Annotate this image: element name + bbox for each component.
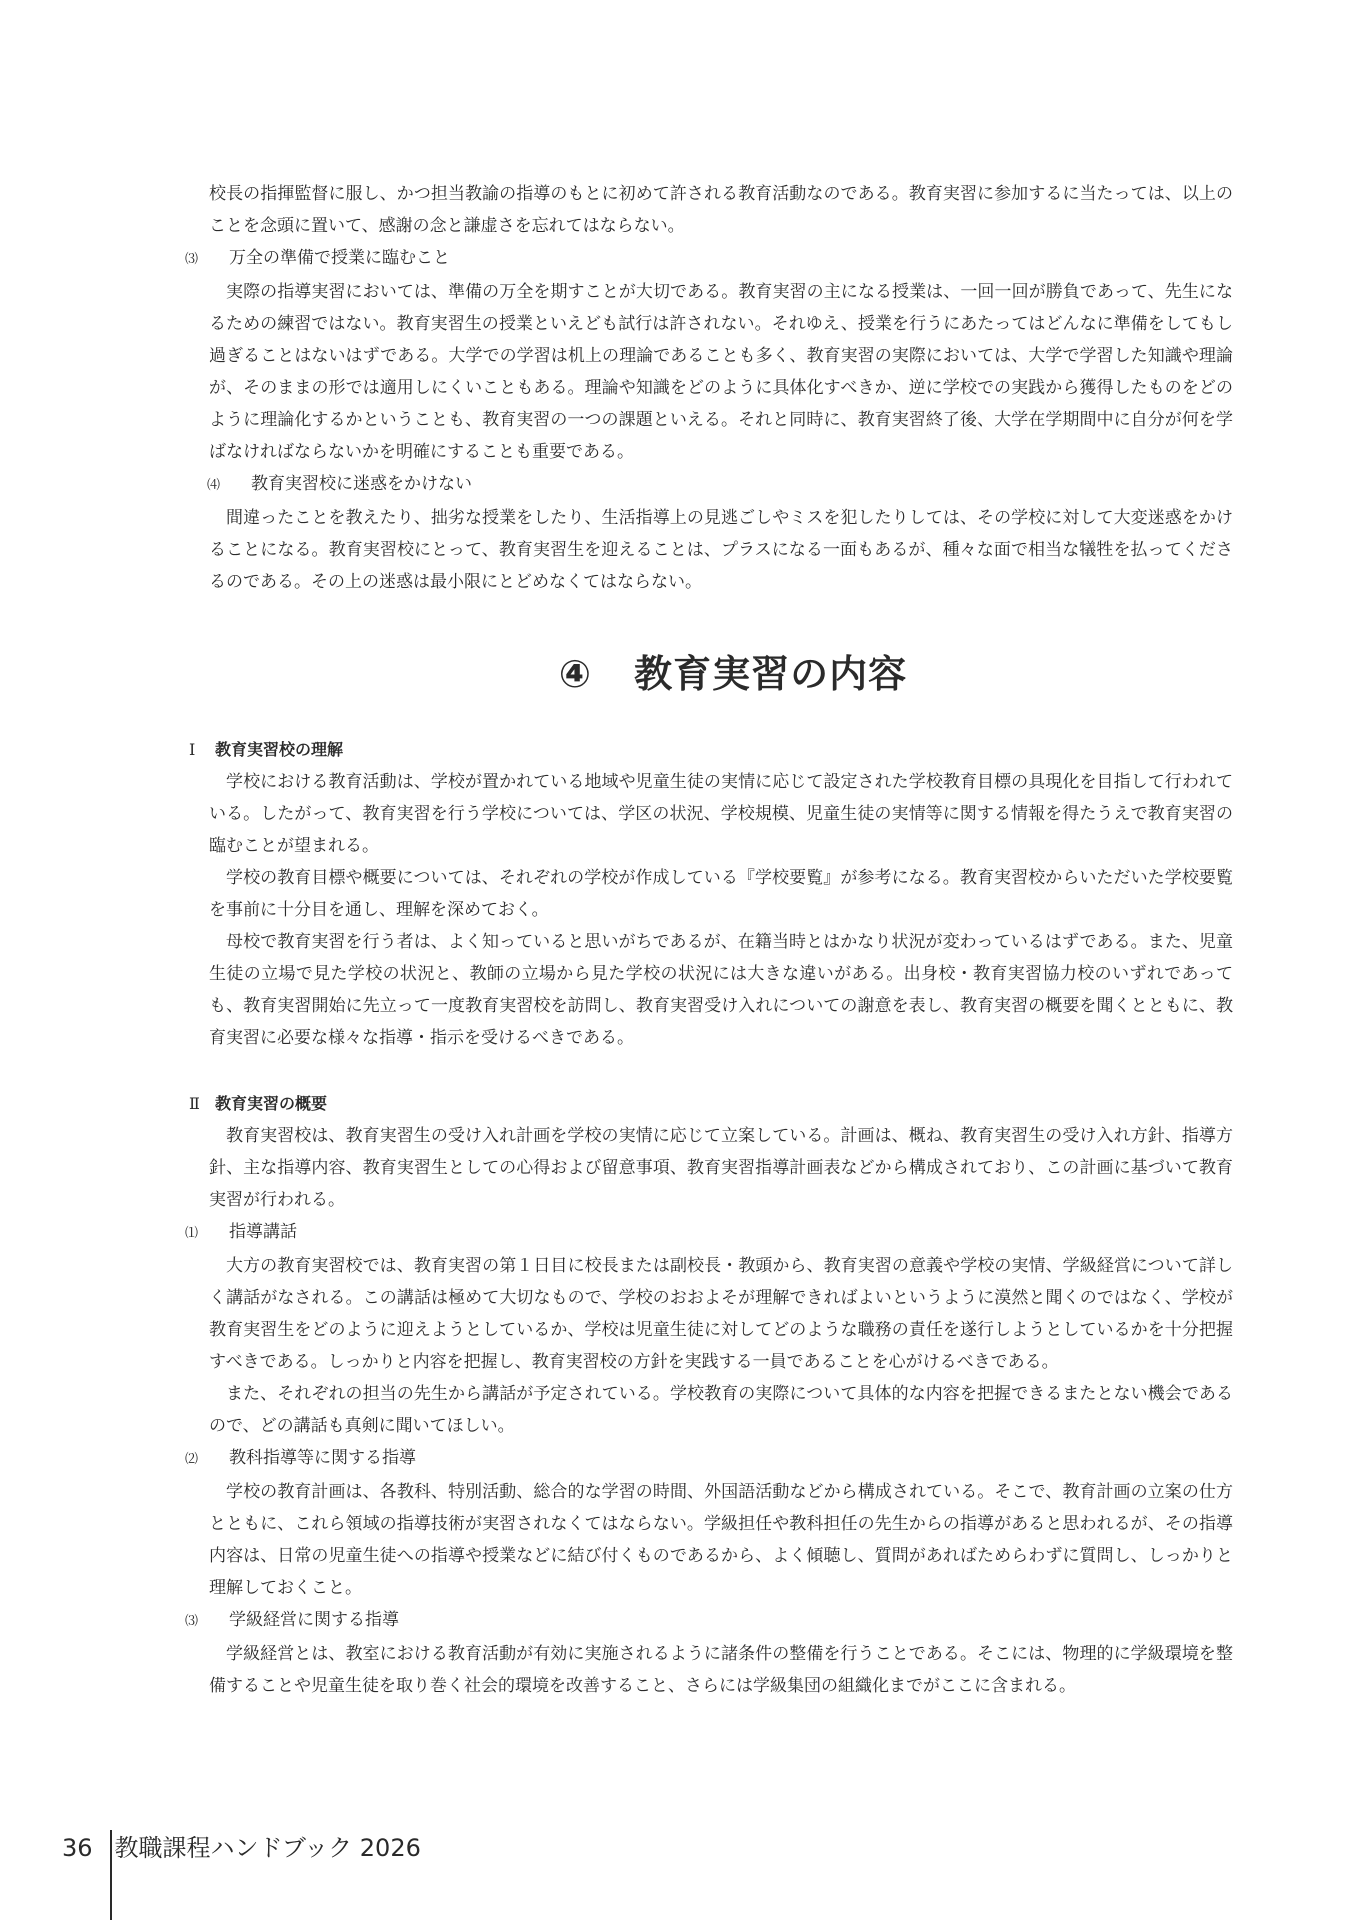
item-title: 教科指導等に関する指導 bbox=[229, 1448, 416, 1468]
item-number: ⑷ bbox=[207, 478, 221, 493]
chapter-heading bbox=[183, 650, 1233, 698]
section-title: 教育実習校の理解 bbox=[215, 740, 344, 759]
item-number: ⑶ bbox=[185, 252, 199, 267]
item-title: 指導講話 bbox=[229, 1222, 297, 1242]
item-title: 万全の準備で授業に臨むこと bbox=[229, 248, 450, 268]
paragraph: 教育実習校は、教育実習生の受け入れ計画を学校の実情に応じて立案している。計画は、概ね、教育実習生の受け入れ方針、指導方針、主な指導内容、教育実習生としての心得および留意事項、教育実習指導計画表などから構成されており、この計画に基づいて教育実習が行われる。 bbox=[209, 1126, 1233, 1210]
chapter-title: 教育実習の内容 bbox=[634, 652, 908, 696]
item-number: ⑶ bbox=[185, 1614, 199, 1629]
sub-heading-2 bbox=[183, 1442, 1233, 1476]
item-number: ⑴ bbox=[185, 1226, 199, 1241]
item-heading-3 bbox=[183, 242, 1233, 276]
paragraph: 学級経営とは、教室における教育活動が有効に実施されるように諸条件の整備を行うことである。そこには、物理的に学級環境を整備することや児童生徒を取り巻く社会的環境を改善すること、さらには学級集団の組織化までがここに含まれる。 bbox=[209, 1644, 1233, 1696]
page-number: 36 bbox=[62, 1834, 93, 1862]
paragraph: 校長の指揮監督に服し、かつ担当教諭の指導のもとに初めて許される教育活動なのである。教育実習に参加するに当たっては、以上のことを念頭に置いて、感謝の念と謙虚さを忘れてはならない。 bbox=[209, 184, 1233, 236]
sub-heading-1 bbox=[183, 1216, 1233, 1250]
item-heading-4 bbox=[183, 468, 1233, 502]
sub-heading-3 bbox=[183, 1604, 1233, 1638]
footer-title: 教職課程ハンドブック 2026 bbox=[114, 1834, 421, 1862]
section-number: Ⅱ bbox=[189, 1094, 200, 1113]
paragraph: 実際の指導実習においては、準備の万全を期すことが大切である。教育実習の主になる授業は、一回一回が勝負であって、先生になるための練習ではない。教育実習生の授業といえども試行は許されない。それゆえ、授業を行うにあたってはどんなに準備をしてもし過ぎることはないはずである。大学での学習は机上の理論であることも多く、教育実習の実際においては、大学で学習した知識や理論が、そのままの形では適用しにくいこともある。理論や知識をどのように具体化すべきか、逆に学校での実践から獲得したものをどのように理論化するかということも、教育実習の一つの課題といえる。それと同時に、教育実習終了後、大学在学期間中に自分が何を学ばなければならないかを明確にすることも重要である。 bbox=[209, 282, 1233, 462]
page-content bbox=[183, 178, 1233, 1702]
paragraph: 間違ったことを教えたり、拙劣な授業をしたり、生活指導上の見逃ごしやミスを犯したりしては、その学校に対して大変迷惑をかけることになる。教育実習校にとって、教育実習生を迎えることは、プラスになる一面もあるが、種々な面で相当な犠牲を払ってくださるのである。その上の迷惑は最小限にとどめなくてはならない。 bbox=[209, 508, 1233, 592]
paragraph: また、それぞれの担当の先生から講話が予定されている。学校教育の実際について具体的な内容を把握できるまたとない機会であるので、どの講話も真剣に聞いてほしい。 bbox=[209, 1384, 1233, 1436]
page-footer bbox=[62, 1830, 421, 1866]
section-heading-1 bbox=[183, 734, 1233, 766]
section-heading-2 bbox=[183, 1088, 1233, 1120]
paragraph: 学校の教育計画は、各教科、特別活動、総合的な学習の時間、外国語活動などから構成されている。そこで、教育計画の立案の仕方とともに、これら領域の指導技術が実習されなくてはならない。学級担任や教科担任の先生からの指導があると思われるが、その指導内容は、日常の児童生徒への指導や授業などに結び付くものであるから、よく傾聴し、質問があればためらわずに質問し、しっかりと理解しておくこと。 bbox=[209, 1482, 1233, 1598]
chapter-number: ④ bbox=[558, 652, 593, 696]
paragraph: 母校で教育実習を行う者は、よく知っていると思いがちであるが、在籍当時とはかなり状況が変わっているはずである。また、児童生徒の立場で見た学校の状況と、教師の立場から見た学校の状況には大きな違いがある。出身校・教育実習協力校のいずれであっても、教育実習開始に先立って一度教育実習校を訪問し、教育実習受け入れについての謝意を表し、教育実習の概要を聞くとともに、教育実習に必要な様々な指導・指示を受けるべきである。 bbox=[209, 932, 1233, 1048]
section-title: 教育実習の概要 bbox=[215, 1094, 328, 1113]
paragraph: 学校の教育目標や概要については、それぞれの学校が作成している『学校要覧』が参考になる。教育実習校からいただいた学校要覧を事前に十分目を通し、理解を深めておく。 bbox=[209, 868, 1233, 920]
item-title: 教育実習校に迷惑をかけない bbox=[251, 474, 472, 494]
paragraph: 学校における教育活動は、学校が置かれている地域や児童生徒の実情に応じて設定された学校教育目標の具現化を目指して行われている。したがって、教育実習を行う学校については、学区の状況、学校規模、児童生徒の実情等に関する情報を得たうえで教育実習の臨むことが望まれる。 bbox=[209, 772, 1233, 856]
item-title: 学級経営に関する指導 bbox=[229, 1610, 399, 1630]
footer-divider bbox=[110, 1830, 112, 1920]
item-number: ⑵ bbox=[185, 1452, 199, 1467]
paragraph: 大方の教育実習校では、教育実習の第１日目に校長または副校長・教頭から、教育実習の意義や学校の実情、学級経営について詳しく講話がなされる。この講話は極めて大切なもので、学校のおおよそが理解できればよいというように漠然と聞くのではなく、学校が教育実習生をどのように迎えようとしているか、学校は児童生徒に対してどのような職務の責任を遂行しようとしているかを十分把握すべきである。しっかりと内容を把握し、教育実習校の方針を実践する一員であることを心がけるべきである。 bbox=[209, 1256, 1233, 1372]
section-number: Ⅰ bbox=[189, 740, 196, 759]
